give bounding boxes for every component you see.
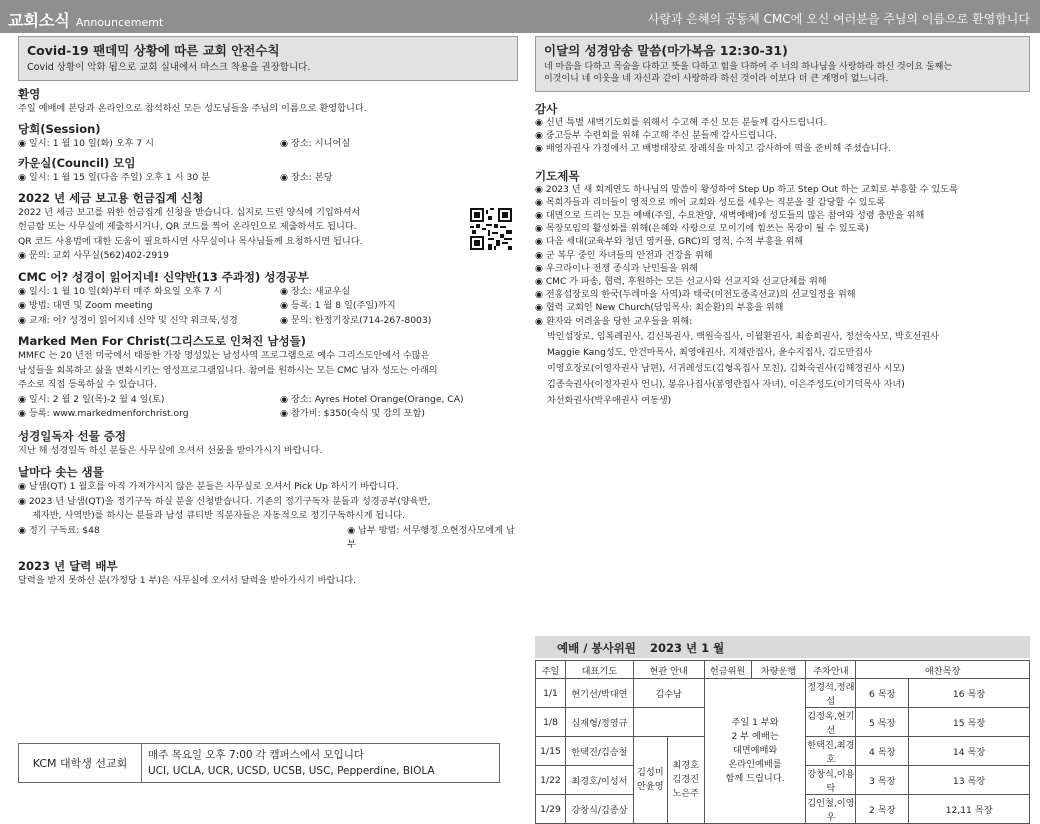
header-subtitle: Announcememt xyxy=(75,16,164,29)
bible-study-inquiry: ◉ 문의: 한정기장로(714-267-8003) xyxy=(280,314,432,326)
kcm-campuses: UCI, UCLA, UCR, UCSD, UCSB, USC, Pepperdine, BIOLA xyxy=(148,765,435,777)
qt-title: 날마다 솟는 샘물 xyxy=(18,465,104,479)
header-title xyxy=(8,8,163,31)
tax-line3: QR 코드 사용법에 대한 도움이 필요하시면 사무실이나 목사님들께 요청하시면 됩니다. xyxy=(18,235,363,247)
header-title-korean: 교회소식 xyxy=(8,11,70,30)
memory-verse-line1: 네 마음을 다하고 목숨을 다하고 뜻을 다하고 힘을 다하여 주 너의 하나님을 사랑하라 하신 것이요 둘째는 xyxy=(544,62,953,72)
prayer-section xyxy=(535,169,1030,409)
calendar-text: 달력을 받지 못하신 분(가정당 1 부)은 사무실에 오셔서 달력을 받아가시기 바랍니다. xyxy=(18,574,357,586)
row-parking: 강창식,이용탁 xyxy=(806,766,856,795)
patient-line: 박인섭장로, 임복례권사, 김신복권사, 백원숙집사, 이월환권사, 최송희권사, 정선숙사모, 박호선권사 xyxy=(547,331,939,342)
thanks-item: ◉ 배영자권사 가정에서 고 배병태장로 장례식을 마치고 감사하여 떡을 준비해 주셨습니다. xyxy=(535,144,891,155)
welcome-banner: 사랑과 은혜의 공동체 CMC에 오신 여러분을 주님의 이름으로 환영합니다 xyxy=(647,12,1030,26)
covid-text: Covid 상황이 악화 됨으로 교회 실내에서 마스크 착용을 권장합니다. xyxy=(27,62,311,73)
bible-study-title: CMC 어? 성경이 읽어지네! 신약반(13 주과정) 성경공부 xyxy=(18,269,309,284)
prayer-item: ◉ CMC 가 파송, 협력, 후원하는 모든 선교사와 선교지와 선교단체를 위해 xyxy=(535,277,827,288)
qt-price: ◉ 정기 구독료: $48 xyxy=(18,524,100,536)
row-prayer: 한택진/김승철 xyxy=(565,737,633,766)
session-title: 당회(Session) xyxy=(18,121,101,136)
mmfc-fee: ◉ 참가비: $350(숙식 및 강의 포함) xyxy=(280,408,426,419)
vehicle-note-line: 2 부 예배는 xyxy=(731,731,779,742)
prayer-item: ◉ 환자와 어려움을 당한 교우들을 위해: xyxy=(535,316,693,327)
mmfc-register-link[interactable]: ◉ 등록: www.markedmenforchrist.org xyxy=(18,408,189,419)
prayer-title: 기도제목 xyxy=(535,168,580,183)
session-section xyxy=(18,122,518,152)
greeting-group: 김성미 안윤영 xyxy=(633,737,667,824)
qr-code-icon[interactable] xyxy=(470,208,512,250)
left-column xyxy=(18,36,518,588)
mmfc-line3: 주소로 직접 등록하실 수 있습니다. xyxy=(18,379,157,390)
row-refresh-2: 14 목장 xyxy=(909,737,1030,766)
row-parking: 김인철,이영우 xyxy=(806,795,856,824)
qt-bullet-2b: 제자반, 사역반)를 하시는 분들과 남성 큐티반 직분자들은 자동적으로 정기구독하시게 됩니다. xyxy=(32,510,405,521)
prayer-item: ◉ 목장모임의 활성화를 위해(은혜와 사랑으로 모이기에 힘쓰는 목장이 될 수 있도록) xyxy=(535,224,869,235)
row-refresh-1: 5 목장 xyxy=(856,708,909,737)
row-prayer: 심재형/정영규 xyxy=(565,708,633,737)
row-parking: 김정옥,현기선 xyxy=(806,708,856,737)
patient-line: Maggie Kang성도, 안건마목사, 최영애권사, 지채란집사, 윤수지집사, 김도만집사 xyxy=(547,347,872,358)
memory-verse-title: 이달의 성경암송 말씀(마가복음 12:30-31) xyxy=(544,43,788,58)
patient-line: 차선화권사(박우애권사 여동생) xyxy=(547,395,672,406)
mmfc-date: ◉ 일시: 2 월 2 일(목)-2 월 4 일(토) xyxy=(18,393,165,405)
tax-line1: 2022 년 세금 보고를 위한 헌금집계 신청을 받습니다. 십지로 드린 양식에 기입하셔서 xyxy=(18,206,361,218)
council-section xyxy=(18,156,518,186)
row-refresh-1: 4 목장 xyxy=(856,737,909,766)
bible-study-register: ◉ 등록: 1 월 8 일(주일)까지 xyxy=(280,300,396,311)
kcm-info xyxy=(142,744,441,782)
worship-header xyxy=(535,636,1030,658)
worship-header-month: 2023 년 1 월 xyxy=(650,641,725,655)
covid-box xyxy=(18,36,518,81)
row-refresh-2: 16 목장 xyxy=(909,679,1030,708)
reading-gift-section xyxy=(18,429,518,459)
bible-study-place: ◉ 장소: 새교우실 xyxy=(280,285,351,297)
prayer-item: ◉ 협력 교회인 New Church(담임목사: 최순환)의 부흥을 위해 xyxy=(535,303,784,314)
session-date: ◉ 일시: 1 월 10 일(화) 오후 7 시 xyxy=(18,137,155,149)
row-date: 1/29 xyxy=(536,795,566,824)
vehicle-note-line: 온라인예배를 xyxy=(728,759,782,770)
council-place: ◉ 장소: 본당 xyxy=(280,172,333,183)
row-date: 1/22 xyxy=(536,766,566,795)
row-refresh-1: 2 목장 xyxy=(856,795,909,824)
row-prayer: 현기선/박대연 xyxy=(565,679,633,708)
prayer-item: ◉ 군 복무 중인 자녀들의 안전과 건강을 위해 xyxy=(535,250,713,261)
row-refresh-2: 13 목장 xyxy=(909,766,1030,795)
thanks-item: ◉ 중고등부 수련회를 위해 수고해 주신 분들께 감사드립니다. xyxy=(535,131,777,142)
row-prayer: 최경호/이성서 xyxy=(565,766,633,795)
reading-gift-text: 지난 해 성경일독 하신 분들은 사무실에 오셔서 선물을 받아가시기 바랍니다. xyxy=(18,444,323,456)
table-row xyxy=(536,679,1030,708)
col-parking: 주차안내 xyxy=(806,661,856,679)
council-date: ◉ 일시: 1 월 15 일(다음 주일) 오후 1 시 30 분 xyxy=(18,172,210,183)
col-vehicle: 차량운행 xyxy=(751,661,806,679)
qt-section xyxy=(18,465,518,553)
bible-study-textbook: ◉ 교재: 어? 성경이 읽어지네 신약 및 신약 워크북,성경 xyxy=(18,314,238,326)
covid-title: Covid-19 팬데믹 상황에 따른 교회 안전수칙 xyxy=(27,43,280,58)
row-date: 1/1 xyxy=(536,679,566,708)
calendar-title: 2023 년 달력 배부 xyxy=(18,558,118,573)
prayer-item: ◉ 목회자들과 리더들이 영적으로 깨어 교회와 성도를 세우는 직분을 잘 감당할 수 있도록 xyxy=(535,197,886,208)
tax-title: 2022 년 세금 보고용 헌금집계 신청 xyxy=(18,190,204,205)
vehicle-note xyxy=(704,679,806,824)
council-title: 카운실(Council) 모임 xyxy=(18,156,136,170)
bible-study-date: ◉ 일시: 1 월 10 일(화)부터 매주 화요일 오후 7 시 xyxy=(18,285,222,297)
tax-section xyxy=(18,191,518,264)
session-place: ◉ 장소: 시니어실 xyxy=(280,137,351,149)
col-committee: 헌금위원 xyxy=(704,661,751,679)
bible-study-method: ◉ 방법: 대면 및 Zoom meeting xyxy=(18,300,153,311)
row-parking: 한택진,최경호 xyxy=(806,737,856,766)
prayer-item: ◉ 대면으로 드리는 모든 예배(주일, 수요찬양, 새벽예배)에 성도들의 많은 참여와 성령 충만을 위해 xyxy=(535,211,925,222)
prayer-item: ◉ 우크라이나 전쟁 종식과 난민들을 위해 xyxy=(535,263,698,274)
col-prayer: 대표기도 xyxy=(565,661,633,679)
qt-payment: ◉ 납부 방법: 서무행정 오현정사모에게 납부 xyxy=(347,524,515,550)
welcome-text: 주일 예배에 본당과 온라인으로 참석하신 모든 성도님들을 주님의 이름으로 환영합니다. xyxy=(18,103,367,114)
welcome-section xyxy=(18,87,518,117)
tax-contact: ◉ 문의: 교회 사무실(562)402-2919 xyxy=(18,250,169,261)
row-refresh-1: 6 목장 xyxy=(856,679,909,708)
reading-gift-title: 성경일독자 선물 증정 xyxy=(18,428,126,443)
greeting-empty xyxy=(633,708,704,737)
kcm-box xyxy=(18,743,500,783)
committee-group: 최경호 김경진 노은주 xyxy=(667,737,704,824)
thanks-item: ◉ 신년 특별 새벽기도회를 위해서 수고해 주신 모든 분들께 감사드립니다. xyxy=(535,118,827,128)
col-greeting: 현관 안내 xyxy=(633,661,704,679)
vehicle-note-line: 주일 1 부와 xyxy=(731,717,779,728)
qt-bullet-2a: ◉ 2023 년 날샘(QT)을 정기구독 하실 분을 신청받습니다. 기존의 정기구독자 분들과 성경공부(양육반, xyxy=(18,495,431,507)
right-column xyxy=(535,36,1030,409)
mmfc-line2: 남성들을 회복하고 삶을 변화시키는 영성프로그램입니다. 참여를 원하시는 모든 CMC 남자 성도는 아래의 xyxy=(18,364,438,376)
row-prayer: 강창식/김종상 xyxy=(565,795,633,824)
calendar-section xyxy=(18,559,518,589)
table-header-row xyxy=(536,661,1030,679)
greeting-names: 김수남 xyxy=(633,679,704,708)
header-bar xyxy=(0,0,1040,33)
col-sunday: 주일 xyxy=(536,661,566,679)
tax-line2: 헌금함 또는 사무실에 제출하시거나, QR 코드를 찍어 온라인으로 제출하셔도 됩니다. xyxy=(18,221,357,232)
row-date: 1/8 xyxy=(536,708,566,737)
memory-verse-line2: 이것이니 네 이웃을 네 자신과 같이 사랑하라 하신 것이라 이보다 더 큰 계명이 없느니라. xyxy=(544,74,889,84)
mmfc-line1: MMFC 는 20 년전 미국에서 태동한 가장 명성있는 남성사역 프로그램으로 예수 그리스도안에서 수많은 xyxy=(18,350,430,361)
prayer-item: ◉ 2023 년 새 회계연도 하나님의 말씀이 왕성하여 Step Up 하고 Step Out 하는 교회로 부흥할 수 있도록 xyxy=(535,184,958,195)
bible-study-section xyxy=(18,270,518,329)
mmfc-title: Marked Men For Christ(그리스도로 인쳐진 남성들) xyxy=(18,334,306,348)
mmfc-section xyxy=(18,334,518,422)
row-refresh-2: 15 목장 xyxy=(909,708,1030,737)
row-refresh-2: 12,11 목장 xyxy=(909,795,1030,824)
worship-table xyxy=(535,660,1030,824)
patient-line: 김종숙권사(이정자권사 언니), 봉유나집사(봉영란집사 자녀), 이은주성도(이기덕목사 자녀) xyxy=(547,379,905,390)
mmfc-place: ◉ 장소: Ayres Hotel Orange(Orange, CA) xyxy=(280,393,464,405)
prayer-item: ◉ 전홍섭장로의 한국(두레마을 사역)과 태국(미전도종족선교)의 선교일정을 위해 xyxy=(535,290,856,301)
welcome-title: 환영 xyxy=(18,87,41,101)
worship-header-label: 예배 / 봉사위원 xyxy=(557,641,636,655)
row-parking: 정경석,정래섭 xyxy=(806,679,856,708)
row-date: 1/15 xyxy=(536,737,566,766)
qt-bullet-1: ◉ 날샘(QT) 1 월호를 아직 가져가시지 않은 분들은 사무실로 오셔서 Pick Up 하시기 바랍니다. xyxy=(18,481,399,492)
vehicle-note-line: 함께 드립니다. xyxy=(725,773,785,784)
memory-verse-box xyxy=(535,36,1030,92)
row-refresh-1: 3 목장 xyxy=(856,766,909,795)
col-refresh: 애찬목장 xyxy=(856,661,1030,679)
patient-line: 이영호장로(이영자권사 남편), 서귀례성도(김형옥집사 모친), 김화숙권사(김해경권사 시모) xyxy=(547,363,905,374)
thanks-section xyxy=(535,102,1030,157)
thanks-title: 감사 xyxy=(535,102,558,116)
kcm-name: KCM 대학생 선교회 xyxy=(19,744,142,782)
kcm-meeting: 매주 목요일 오후 7:00 각 캠퍼스에서 모입니다 xyxy=(148,749,365,761)
prayer-item: ◉ 다음 세대(교육부와 청년 영커플, GRC)의 영적, 수적 부흥을 위해 xyxy=(535,237,804,248)
vehicle-note-line: 대면예배와 xyxy=(732,745,778,756)
